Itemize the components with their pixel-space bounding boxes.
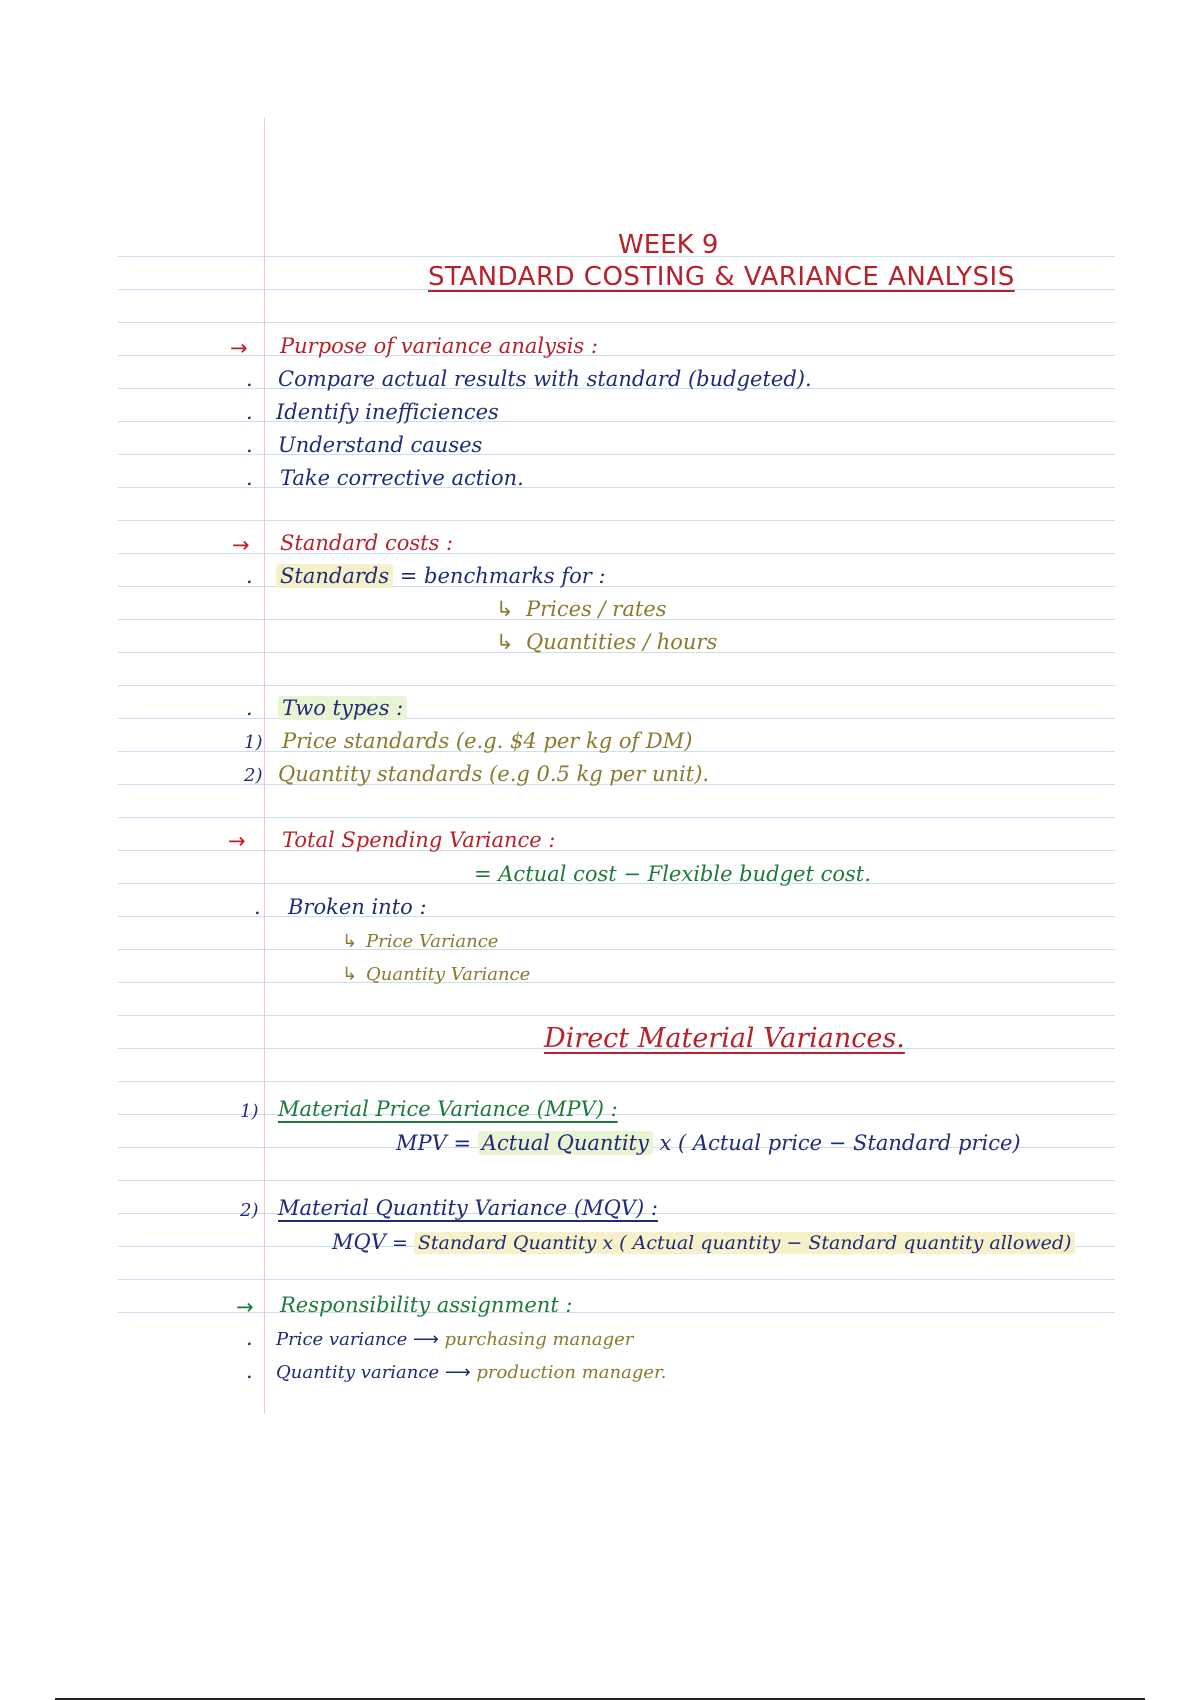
standards-label: Standards bbox=[276, 564, 393, 588]
standards-sub-item: Prices / rates bbox=[526, 597, 667, 621]
mqv-formula bbox=[332, 1229, 1075, 1256]
ruled-line bbox=[118, 982, 1115, 983]
mqv-heading: Material Quantity Variance (MQV) : bbox=[278, 1196, 658, 1220]
bullet-dot-icon: . bbox=[246, 696, 253, 720]
ruled-line bbox=[118, 520, 1115, 521]
ruled-line bbox=[118, 487, 1115, 488]
bullet-dot-icon: . bbox=[246, 400, 253, 424]
list-number: 1) bbox=[240, 1101, 259, 1122]
ruled-line bbox=[118, 355, 1115, 356]
ruled-line bbox=[118, 850, 1115, 851]
list-number: 2) bbox=[244, 765, 263, 786]
responsibility-label: Price variance bbox=[276, 1329, 408, 1350]
arrow-right-icon: → bbox=[232, 533, 250, 557]
purpose-item: Understand causes bbox=[278, 433, 483, 457]
responsibility-owner: purchasing manager bbox=[444, 1329, 634, 1350]
broken-into-label: Broken into : bbox=[288, 895, 427, 919]
ruled-line bbox=[118, 1081, 1115, 1082]
sub-arrow-icon: ↳ bbox=[342, 964, 358, 985]
bullet-dot-icon: . bbox=[246, 1359, 253, 1383]
mpv-lhs: MPV bbox=[396, 1131, 447, 1155]
standard-costs-heading: Standard costs : bbox=[280, 531, 454, 555]
arrow-right-icon: → bbox=[228, 829, 246, 853]
total-spending-heading: Total Spending Variance : bbox=[282, 828, 556, 852]
list-number: 1) bbox=[244, 732, 263, 753]
purpose-item: Take corrective action. bbox=[280, 466, 524, 490]
standards-sub-item: Quantities / hours bbox=[526, 630, 718, 654]
ruled-line bbox=[118, 1279, 1115, 1280]
broken-sub-item: Price Variance bbox=[366, 931, 499, 952]
ruled-line bbox=[118, 256, 1115, 257]
week-label: WEEK 9 bbox=[618, 230, 719, 260]
arrow-right-icon: → bbox=[230, 336, 248, 360]
ruled-line bbox=[118, 817, 1115, 818]
ruled-line bbox=[118, 1180, 1115, 1181]
equals-sign: = bbox=[391, 1232, 408, 1254]
bullet-dot-icon: . bbox=[246, 367, 253, 391]
ruled-line bbox=[118, 1015, 1115, 1016]
total-spending-formula: = Actual cost − Flexible budget cost. bbox=[474, 862, 871, 886]
bullet-dot-icon: . bbox=[246, 466, 253, 490]
two-types-label: Two types : bbox=[278, 696, 407, 720]
sub-arrow-icon: ↳ bbox=[342, 931, 358, 952]
ruled-line bbox=[118, 421, 1115, 422]
purpose-heading: Purpose of variance analysis : bbox=[280, 334, 598, 358]
responsibility-item bbox=[276, 1327, 633, 1353]
bullet-dot-icon: . bbox=[246, 564, 253, 588]
responsibility-owner: production manager. bbox=[476, 1362, 667, 1383]
ruled-line bbox=[118, 553, 1115, 554]
sub-arrow-icon: ↳ bbox=[496, 597, 514, 621]
type-item: Price standards (e.g. $4 per kg of DM) bbox=[282, 729, 693, 753]
mqv-rest: Standard Quantity x ( Actual quantity − Standard quantity allowed) bbox=[414, 1232, 1076, 1254]
ruled-line bbox=[118, 949, 1115, 950]
responsibility-heading: Responsibility assignment : bbox=[280, 1293, 573, 1317]
page-title: STANDARD COSTING & VARIANCE ANALYSIS bbox=[428, 262, 1015, 292]
ruled-line bbox=[118, 586, 1115, 587]
standards-rest: = benchmarks for : bbox=[399, 564, 606, 588]
ruled-line bbox=[118, 718, 1115, 719]
ruled-line bbox=[118, 322, 1115, 323]
two-types-heading bbox=[278, 695, 407, 721]
ruled-line bbox=[118, 1312, 1115, 1313]
bullet-dot-icon: . bbox=[246, 433, 253, 457]
list-number: 2) bbox=[240, 1200, 259, 1221]
broken-sub-item: Quantity Variance bbox=[366, 964, 531, 985]
bullet-dot-icon: . bbox=[254, 895, 261, 919]
mpv-formula bbox=[396, 1130, 1021, 1156]
purpose-item: Identify inefficiences bbox=[276, 400, 499, 424]
mpv-heading: Material Price Variance (MPV) : bbox=[278, 1097, 618, 1121]
ruled-line bbox=[118, 916, 1115, 917]
arrow-right-icon: → bbox=[236, 1295, 254, 1319]
mqv-lhs: MQV bbox=[332, 1230, 386, 1254]
standards-line bbox=[276, 563, 606, 589]
mpv-rest: x ( Actual price − Standard price) bbox=[659, 1131, 1021, 1155]
purpose-item: Compare actual results with standard (budgeted). bbox=[278, 367, 812, 391]
bullet-dot-icon: . bbox=[246, 1326, 253, 1350]
responsibility-label: Quantity variance bbox=[276, 1362, 440, 1383]
mpv-actual-quantity: Actual Quantity bbox=[478, 1131, 653, 1155]
sub-arrow-icon: ↳ bbox=[496, 630, 514, 654]
ruled-line bbox=[118, 685, 1115, 686]
ruled-line bbox=[118, 454, 1115, 455]
long-arrow-icon: ⟶ bbox=[412, 1329, 439, 1350]
responsibility-item bbox=[276, 1360, 666, 1386]
section-title: Direct Material Variances. bbox=[544, 1023, 905, 1054]
long-arrow-icon: ⟶ bbox=[444, 1362, 471, 1383]
margin-line bbox=[264, 118, 265, 1414]
type-item: Quantity standards (e.g 0.5 kg per unit). bbox=[278, 762, 710, 786]
equals-sign: = bbox=[453, 1131, 472, 1155]
